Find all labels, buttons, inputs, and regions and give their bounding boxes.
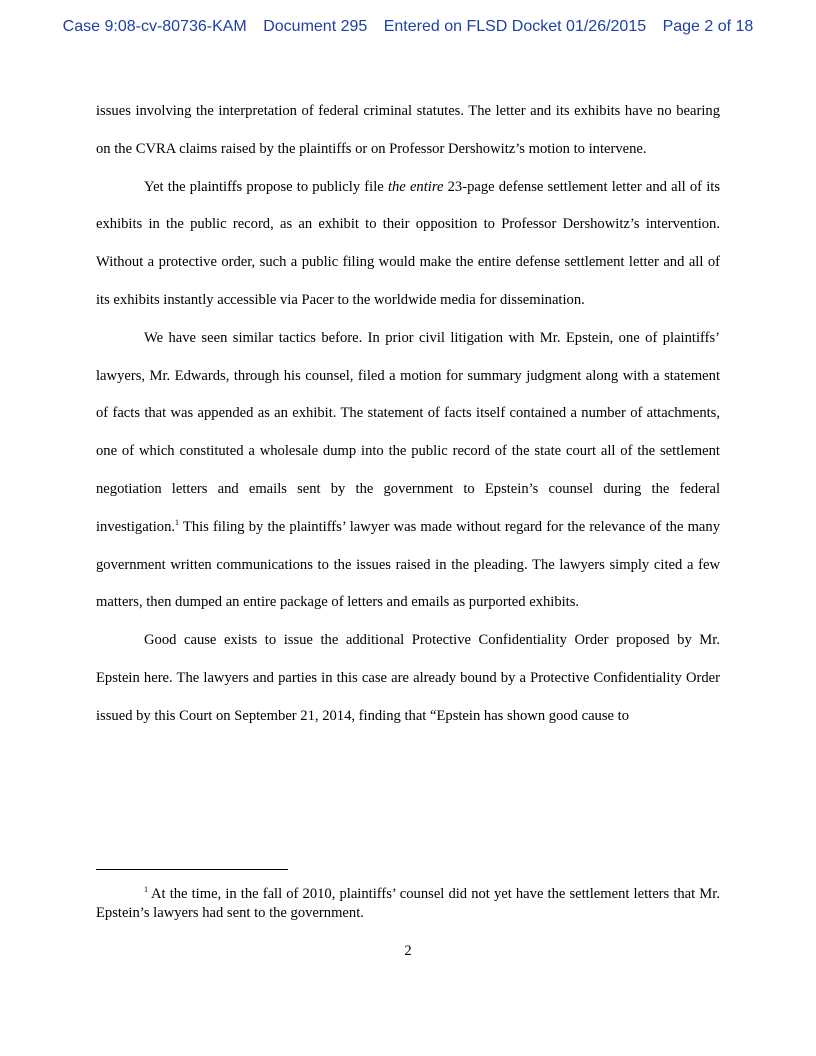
paragraph-2-text-b: 23-page defense settlement letter and all of its exhibits in the public record, as an exhibit to their opposition to Professor Dershowitz’s intervention. Without a protective order, such a public filing would make the entire defense settlement letter and all of its exhibits instantly accessible via Pacer to the worldwide media for dissemination.: [96, 178, 720, 308]
footnote-number: 1: [144, 885, 148, 895]
footnote-separator: [96, 869, 288, 870]
paragraph-4: Good cause exists to issue the additional Protective Confidentiality Order proposed by Mr. Epstein here. The lawyers and parties in this case are already bound by a Protective Confidentiality Order issued by this Court on September 21, 2014, finding that “Epstein has shown good cause to: [96, 632, 720, 724]
document-body: [96, 93, 720, 736]
docket-entry-date: Entered on FLSD Docket 01/26/2015: [383, 18, 647, 35]
paragraph-2-text-a: Yet the plaintiffs propose to publicly file: [144, 178, 388, 195]
paragraph-2-emphasis: the entire: [387, 178, 444, 195]
paragraph-1: issues involving the interpretation of federal criminal statutes. The letter and its exhibits have no bearing on the CVRA claims raised by the plaintiffs or on Professor Dershowitz’s motion to intervene.: [96, 103, 720, 157]
footnote-1: [96, 885, 720, 922]
case-number: Case 9:08-cv-80736-KAM: [62, 18, 247, 35]
paragraph-3-text-a: We have seen similar tactics before. In prior civil litigation with Mr. Epstein, one of plaintiffs’ lawyers, Mr. Edwards, through his counsel, filed a motion for summary judgment along with a statement of facts that was appended as an exhibit. The statement of facts itself contained a number of attachments, one of which constituted a wholesale dump into the public record of the state court all of the settlement negotiation letters and emails sent by the government to Epstein’s counsel during the federal investigation.: [96, 329, 720, 535]
footnote-text: At the time, in the fall of 2010, plaintiffs’ counsel did not yet have the settlement letters that Mr. Epstein’s lawyers had sent to the government.: [96, 886, 720, 921]
paragraph-2: [96, 169, 720, 320]
page-number: 2: [404, 943, 412, 959]
paragraph-3-text-b: This filing by the plaintiffs’ lawyer was made without regard for the relevance of the many government written communications to the issues raised in the pleading. The lawyers simply cited a few matters, then dumped an entire package of letters and emails as purported exhibits.: [96, 518, 720, 611]
paragraph-3: [96, 320, 720, 622]
document-number: Document 295: [263, 18, 368, 35]
docket-header: [0, 17, 816, 37]
footnote-reference[interactable]: 1: [175, 517, 180, 527]
page-indicator: Page 2 of 18: [662, 18, 754, 35]
